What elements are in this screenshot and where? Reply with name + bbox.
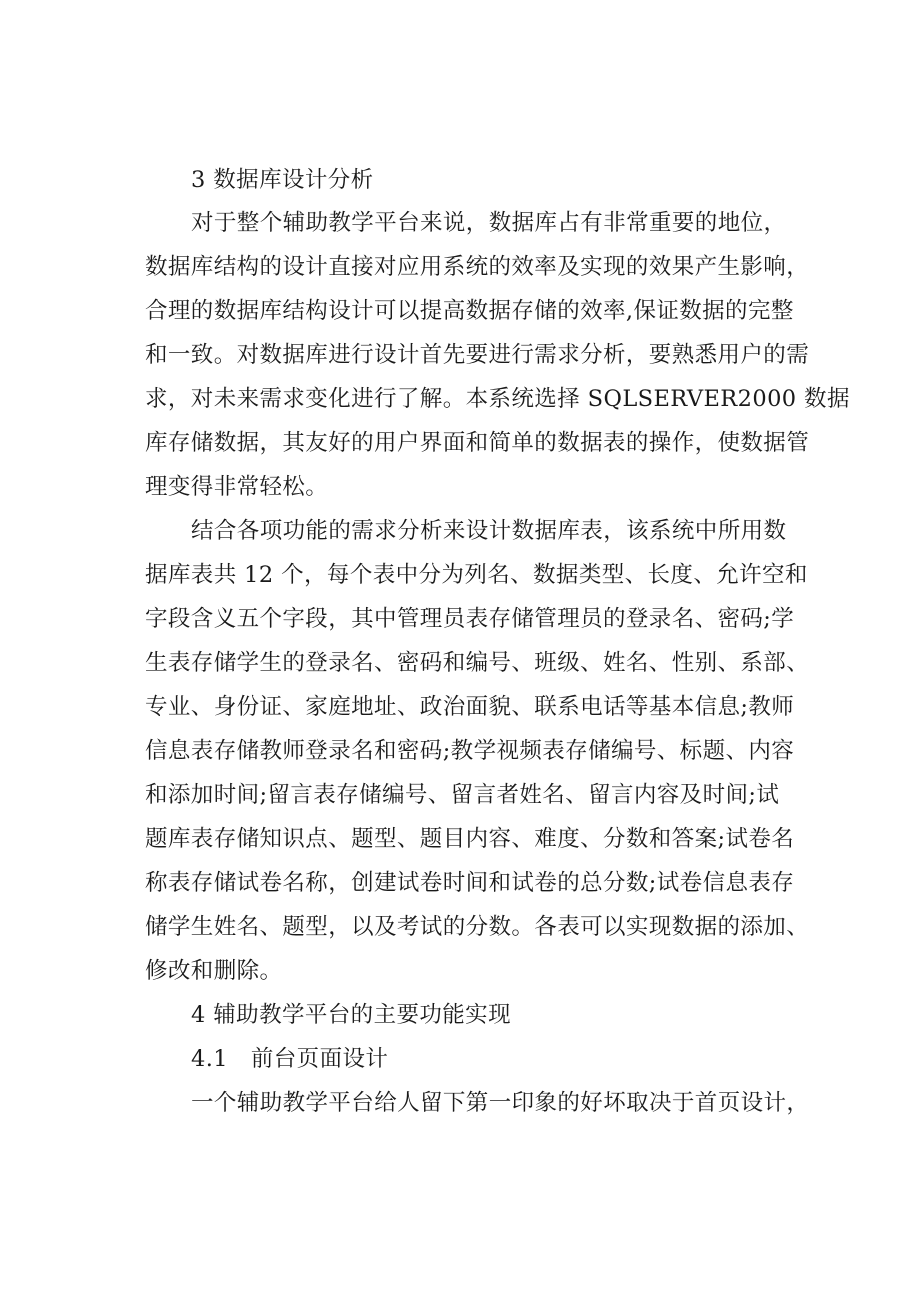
paragraph-line: 称表存储试卷名称，创建试卷时间和试卷的总分数;试卷信息表存 [145, 870, 795, 896]
paragraph-line: 题库表存储知识点、题型、题目内容、难度、分数和答案;试卷名 [145, 826, 795, 852]
paragraph-line: 专业、身份证、家庭地址、政治面貌、联系电话等基本信息;教师 [145, 694, 795, 720]
section-3-heading: 3 数据库设计分析 [191, 167, 374, 193]
paragraph-line: 据库表共 12 个，每个表中分为列名、数据类型、长度、允许空和 [145, 562, 808, 588]
paragraph-line: 和添加时间;留言表存储编号、留言者姓名、留言内容及时间;试 [145, 782, 780, 808]
paragraph-line: 一个辅助教学平台给人留下第一印象的好坏取决于首页设计， [191, 1090, 810, 1116]
section-4-heading: 4 辅助教学平台的主要功能实现 [191, 1002, 511, 1028]
paragraph-line: 生表存储学生的登录名、密码和编号、班级、姓名、性别、系部、 [145, 650, 810, 676]
paragraph-line: 对于整个辅助教学平台来说，数据库占有非常重要的地位， [191, 210, 787, 236]
section-4-1-heading: 4.1 前台页面设计 [191, 1046, 389, 1072]
paragraph-line: 字段含义五个字段，其中管理员表存储管理员的登录名、密码;学 [145, 606, 795, 632]
paragraph-line: 理变得非常轻松。 [145, 474, 329, 500]
paragraph-line: 求，对未来需求变化进行了解。本系统选择 SQLSERVER2000 数据 [145, 386, 850, 412]
paragraph-line: 储学生姓名、题型，以及考试的分数。各表可以实现数据的添加、 [145, 914, 810, 940]
paragraph-line: 库存储数据，其友好的用户界面和简单的数据表的操作，使数据管 [145, 430, 810, 456]
paragraph-line: 合理的数据库结构设计可以提高数据存储的效率,保证数据的完整 [145, 298, 794, 324]
paragraph-line: 结合各项功能的需求分析来设计数据库表，该系统中所用数 [191, 518, 787, 544]
paragraph-line: 信息表存储教师登录名和密码;教学视频表存储编号、标题、内容 [145, 738, 795, 764]
paragraph-line: 数据库结构的设计直接对应用系统的效率及实现的效果产生影响， [145, 254, 810, 280]
paragraph-line: 和一致。对数据库进行设计首先要进行需求分析，要熟悉用户的需 [145, 342, 810, 368]
paragraph-line: 修改和删除。 [145, 958, 283, 984]
